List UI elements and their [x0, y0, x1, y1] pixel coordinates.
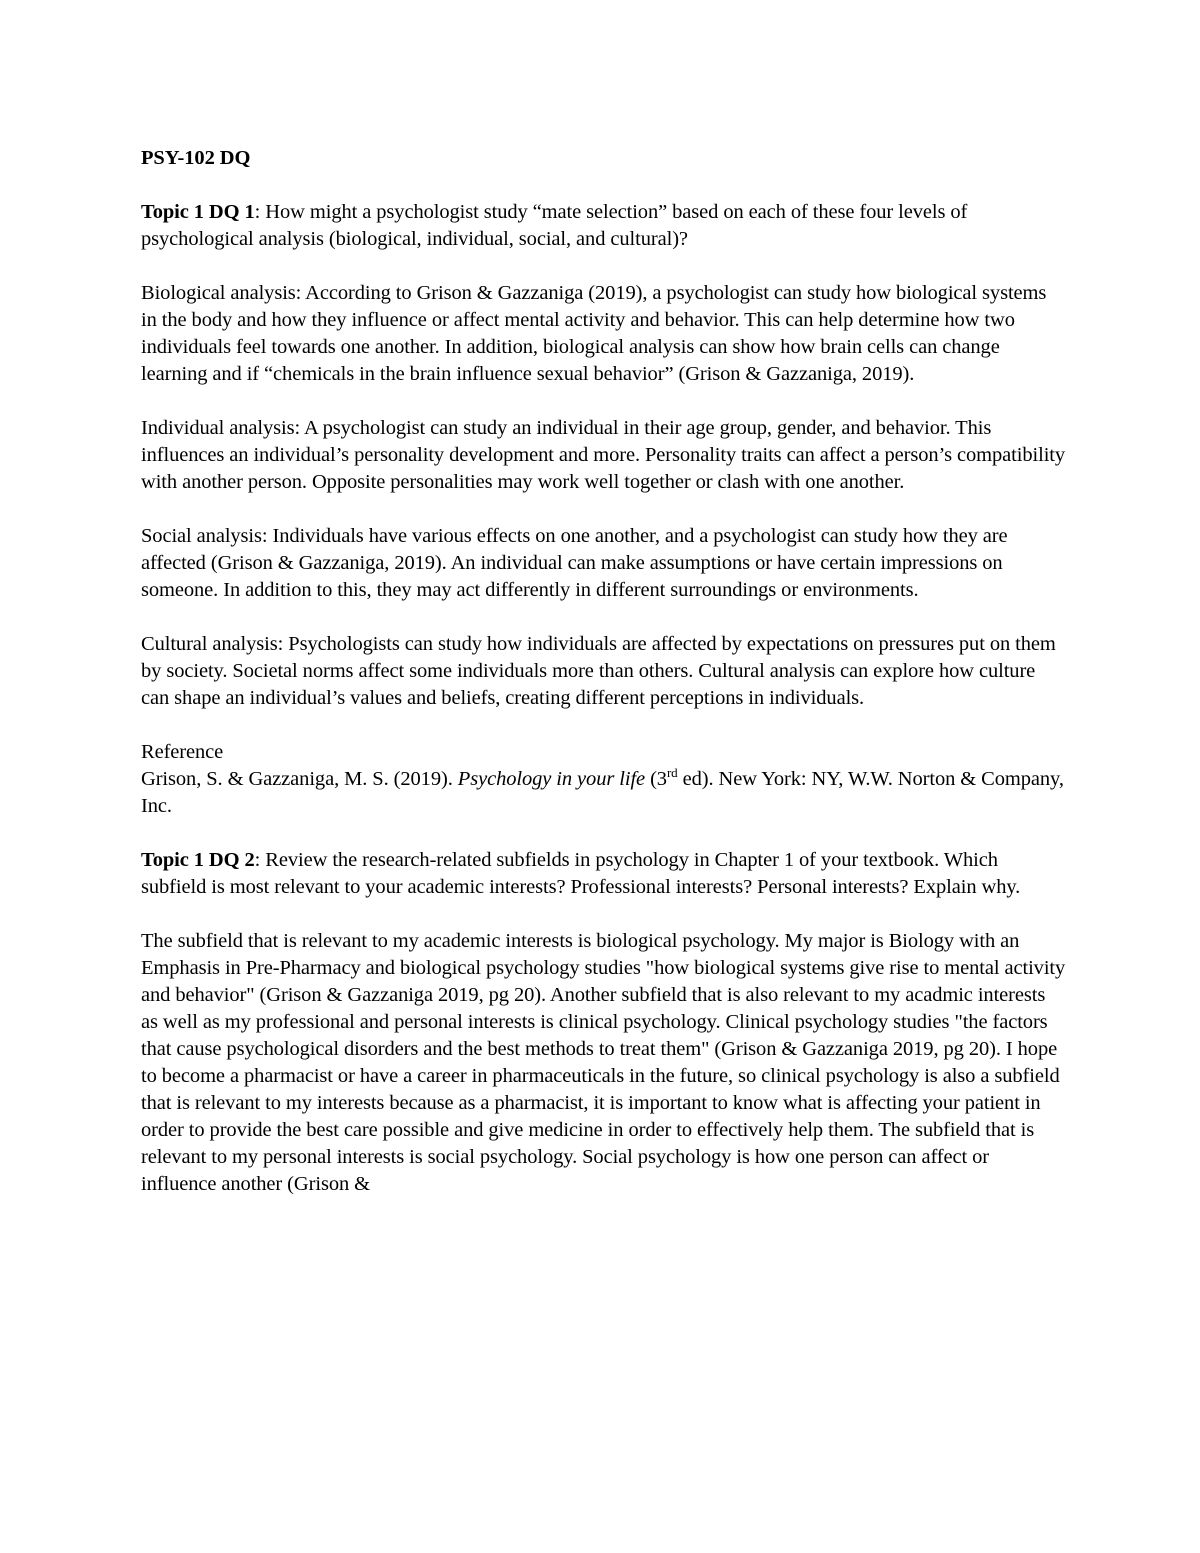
- social-analysis-paragraph: Social analysis: Individuals have various effects on one another, and a psychologist can study how they are affected (Grison & Gazzaniga, 2019). An individual can make assumptions or have certain impressions on someone. In addition to this, they may act differently in different surroundings or environments.: [141, 525, 1008, 601]
- reference-book-title: Psychology in your life: [457, 768, 646, 790]
- reference-edition-close: ed). New York: NY, W.W. Norton & Company, Inc.: [141, 768, 1064, 817]
- cultural-analysis-paragraph: Cultural analysis: Psychologists can study how individuals are affected by expectations on pressures put on them by society. Societal norms affect some individuals more than others. Cultural analysis can explore how culture can shape an individual’s values and beliefs, creating different perceptions in individuals.: [141, 633, 1056, 709]
- topic1-dq1-prompt: [141, 199, 1066, 253]
- topic1-dq2-heading: Topic 1 DQ 2: [141, 849, 255, 871]
- topic1-dq1-heading: Topic 1 DQ 1: [141, 201, 255, 223]
- reference-edition-open: (3: [645, 768, 667, 790]
- reference-label: Reference: [141, 741, 224, 763]
- reference-edition-sup: rd: [666, 765, 678, 781]
- subfield-answer-paragraph: The subfield that is relevant to my academic interests is biological psychology. My major is Biology with an Emphasis in Pre-Pharmacy and biological psychology studies "how biological systems give rise to mental activity and behavior" (Grison & Gazzaniga 2019, pg 20). Another subfield that is also relevant to my acadmic interests as well as my professional and personal interests is clinical psychology. Clinical psychology studies "the factors that cause psychological disorders and the best methods to treat them" (Grison & Gazzaniga 2019, pg 20). I hope to become a pharmacist or have a career in pharmaceuticals in the future, so clinical psychology is also a subfield that is relevant to my interests because as a pharmacist, it is important to know what is affecting your patient in order to provide the best care possible and give medicine in order to effectively help them. The subfield that is relevant to my personal interests is social psychology. Social psychology is how one person can affect or influence another (Grison &: [141, 930, 1066, 1195]
- topic1-dq2-question: : Review the research-related subfields in psychology in Chapter 1 of your textbook. Which subfield is most relevant to your academic interests? Professional interests? Personal interests? Explain why.: [141, 849, 1021, 898]
- reference-citation: [141, 766, 1066, 820]
- topic1-dq2-prompt: [141, 847, 1066, 901]
- reference-authors: Grison, S. & Gazzaniga, M. S. (2019).: [141, 768, 458, 790]
- document-title: PSY-102 DQ: [141, 147, 251, 169]
- reference-section: [141, 739, 1066, 820]
- individual-analysis-paragraph: Individual analysis: A psychologist can study an individual in their age group, gender, and behavior. This influences an individual’s personality development and more. Personality traits can affect a person’s compatibility with another person. Opposite personalities may work well together or clash with one another.: [141, 417, 1066, 493]
- document-body: [141, 145, 1066, 1225]
- biological-analysis-paragraph: Biological analysis: According to Grison & Gazzaniga (2019), a psychologist can study how biological systems in the body and how they influence or affect mental activity and behavior. This can help determine how two individuals feel towards one another. In addition, biological analysis can show how brain cells can change learning and if “chemicals in the brain influence sexual behavior” (Grison & Gazzaniga, 2019).: [141, 282, 1047, 385]
- topic1-dq1-question: : How might a psychologist study “mate selection” based on each of these four levels of psychological analysis (biological, individual, social, and cultural)?: [141, 201, 968, 250]
